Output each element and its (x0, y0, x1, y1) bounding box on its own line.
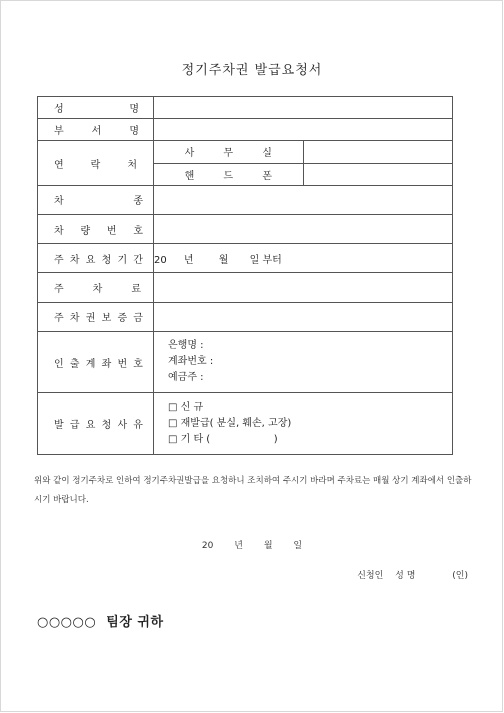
row-dept (38, 119, 453, 141)
bank-name-field: 은행명 : (168, 340, 204, 352)
row-office (38, 141, 453, 163)
label-period: 주 차 요 청 기 간 (38, 244, 154, 273)
row-period (38, 244, 453, 273)
value-plate[interactable] (154, 214, 453, 243)
value-office[interactable] (303, 141, 453, 163)
value-account[interactable] (154, 331, 453, 393)
recipient: ○○○○○ 팀장 귀하 (37, 615, 164, 630)
value-dept[interactable] (154, 119, 453, 141)
label-name: 성 명 (38, 97, 154, 119)
row-plate (38, 214, 453, 243)
value-deposit[interactable] (154, 302, 453, 331)
document-title: 정기주차권 발급요청서 (181, 63, 323, 78)
applicant-label: 신청인 (357, 571, 384, 581)
period-year-prefix: 20 (154, 254, 167, 266)
row-account (38, 331, 453, 393)
row-name (38, 97, 453, 119)
period-year: 년 (183, 254, 194, 266)
label-dept: 부 서 명 (38, 119, 154, 141)
date-year: 년 (234, 541, 243, 551)
value-fee[interactable] (154, 273, 453, 302)
label-office: 사 무 실 (154, 141, 304, 163)
row-reason (38, 393, 453, 455)
label-account: 인 출 계 좌 번 호 (38, 331, 154, 393)
value-mobile[interactable] (303, 163, 453, 185)
period-day-from: 일 부터 (249, 254, 282, 266)
value-name[interactable] (154, 97, 453, 119)
request-paragraph: 위와 같이 정기주차로 인하여 정기주차권발급을 요청하니 조치하여 주시기 바라며 주차료는 매월 상기 계좌에서 인출하시기 바랍니다. (34, 476, 472, 505)
value-reason (154, 393, 453, 455)
label-fee: 주 차 료 (38, 273, 154, 302)
label-mobile: 핸 드 폰 (154, 163, 304, 185)
applicant-line (348, 568, 468, 581)
label-deposit: 주 차 권 보 증 금 (38, 302, 154, 331)
account-holder-field: 예금주 : (168, 372, 204, 384)
date-year-prefix: 20 (201, 541, 214, 551)
value-period[interactable] (154, 244, 453, 273)
row-fee (38, 273, 453, 302)
seal-mark: (인) (452, 571, 468, 581)
period-month: 월 (218, 254, 229, 266)
label-reason: 발 급 요 청 사 유 (38, 393, 154, 455)
date-line (0, 538, 504, 551)
request-form-table (37, 96, 453, 455)
reason-option-other[interactable]: □ 기 타 ( ) (168, 433, 278, 445)
label-plate: 차 량 번 호 (38, 214, 154, 243)
applicant-name-label: 성 명 (395, 571, 416, 581)
reason-option-new[interactable]: □ 신 규 (168, 401, 204, 413)
value-car-type[interactable] (154, 185, 453, 214)
label-car-type: 차 종 (38, 185, 154, 214)
row-car-type (38, 185, 453, 214)
date-day: 일 (293, 541, 303, 551)
date-month: 월 (263, 541, 273, 551)
reason-option-reissue[interactable]: □ 재발급( 분실, 훼손, 고장) (168, 417, 292, 429)
row-deposit (38, 302, 453, 331)
label-contact: 연 락 처 (38, 141, 154, 185)
account-number-field: 계좌번호 : (168, 356, 214, 368)
